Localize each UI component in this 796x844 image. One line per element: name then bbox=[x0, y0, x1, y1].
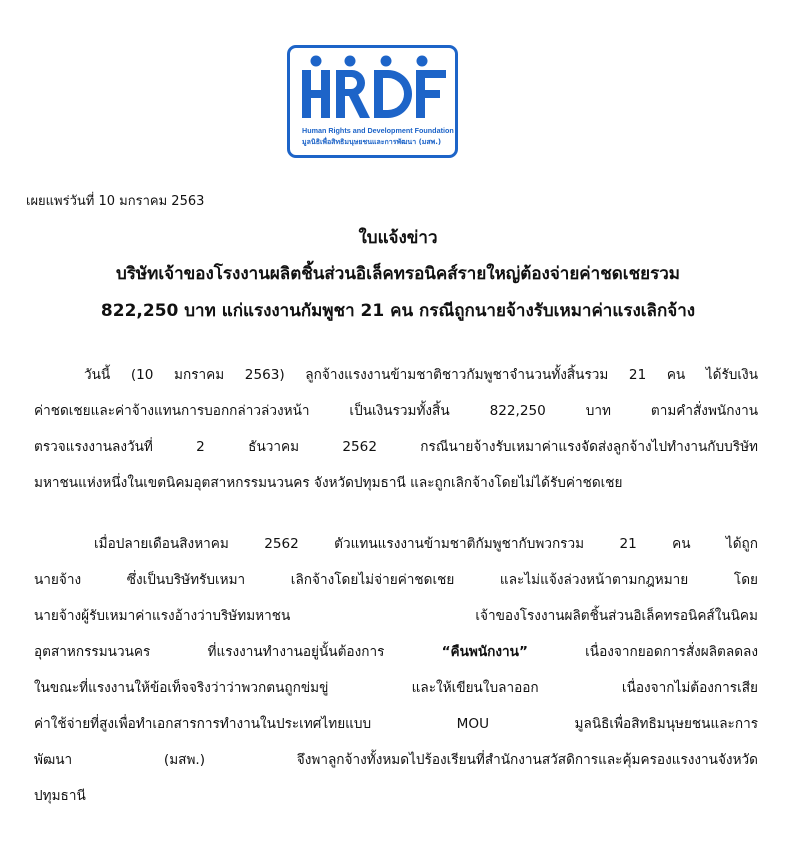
paragraph-line: มหาชนแห่งหนึ่งในเขตนิคมอุตสาหกรรมนวนคร จังหวัดปทุมธานี และถูกเลิกจ้างโดยไม่ได้รับค่าชดเชย bbox=[34, 475, 623, 491]
paragraph-line: นายจ้างผู้รับเหมาค่าแรงอ้างว่าบริษัทมหาชน เจ้าของโรงงานผลิตชิ้นส่วนอิเล็คทรอนิคส์ในนิคม bbox=[34, 608, 758, 624]
logo-subtitle-en: Human Rights and Development Foundation bbox=[302, 126, 454, 135]
paragraph-line: วันนี้ (10 มกราคม 2563) ลูกจ้างแรงงานข้ามชาติชาวกัมพูชาจำนวนทั้งสิ้นรวม 21 คน ได้รับเงิน bbox=[84, 367, 758, 383]
heading-press-release: ใบแจ้งข่าว bbox=[358, 228, 438, 248]
paragraph-line-with-quote bbox=[34, 634, 758, 670]
paragraph-text: อุตสาหกรรมนวนคร ที่แรงงานทำงานอยู่นั้นต้องการ bbox=[34, 644, 442, 660]
paragraph-line: ตรวจแรงงานลงวันที่ 2 ธันวาคม 2562 กรณีนายจ้างรับเหมาค่าแรงจัดส่งลูกจ้างไปทำงานกับบริษัท bbox=[34, 439, 758, 455]
headline-line-1: บริษัทเจ้าของโรงงานผลิตชิ้นส่วนอิเล็คทรอนิคส์รายใหญ่ต้องจ่ายค่าชดเชยรวม bbox=[116, 264, 680, 284]
paragraph-line: ปทุมธานี bbox=[34, 788, 86, 804]
headline-line-2: 822,250 บาท แก่แรงงานกัมพูชา 21 คน กรณีถูกนายจ้างรับเหมาค่าแรงเลิกจ้าง bbox=[100, 301, 696, 321]
paragraph-line: เมื่อปลายเดือนสิงหาคม 2562 ตัวแทนแรงงานข้ามชาติกัมพูชากับพวกรวม 21 คน ได้ถูก bbox=[94, 536, 758, 552]
publish-date: เผยแพร่วันที่ 10 มกราคม 2563 bbox=[26, 194, 205, 209]
hrdf-logo bbox=[287, 45, 458, 158]
paragraph-line: พัฒนา (มสพ.) จึงพาลูกจ้างทั้งหมดไปร้องเรียนที่สำนักงานสวัสดิการและคุ้มครองแรงงานจังหวัด bbox=[34, 752, 758, 768]
logo-subtitle-th: มูลนิธิเพื่อสิทธิมนุษยชนและการพัฒนา (มสพ.) bbox=[302, 138, 442, 146]
paragraph-line: ค่าชดเชยและค่าจ้างแทนการบอกกล่าวล่วงหน้า เป็นเงินรวมทั้งสิ้น 822,250 บาท ตามคำสั่งพนักงาน bbox=[34, 403, 758, 419]
paragraph-2 bbox=[34, 526, 758, 814]
paragraph-line: ค่าใช้จ่ายที่สูงเพื่อทำเอกสารการทำงานในประเทศไทยแบบ MOU มูลนิธิเพื่อสิทธิมนุษยชนและการ bbox=[34, 716, 758, 732]
paragraph-text: เนื่องจากยอดการสั่งผลิตลดลง bbox=[527, 644, 758, 660]
quoted-phrase: “คืนพนักงาน” bbox=[441, 644, 528, 660]
paragraph-line: นายจ้าง ซึ่งเป็นบริษัทรับเหมา เลิกจ้างโดยไม่จ่ายค่าชดเชย และไม่แจ้งล่วงหน้าตามกฎหมาย โดย bbox=[34, 572, 758, 588]
paragraph-1 bbox=[34, 357, 758, 501]
paragraph-line: ในขณะที่แรงงานให้ข้อเท็จจริงว่าว่าพวกตนถูกข่มขู่ และให้เขียนใบลาออก เนื่องจากไม่ต้องการเสีย bbox=[34, 680, 758, 696]
